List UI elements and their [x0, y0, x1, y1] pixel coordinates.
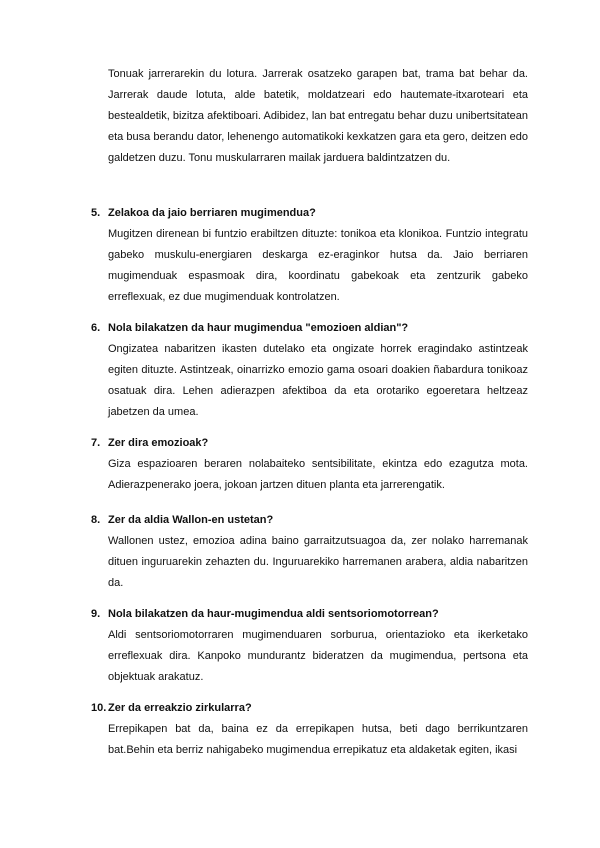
- question-heading: [91, 510, 528, 531]
- question-heading: [91, 318, 528, 339]
- intro-paragraph: Tonuak jarrerarekin du lotura. Jarrerak osatzeko garapen bat, trama bat behar da. Jarrerak daude lotuta, alde batetik, moldatzeari edo hautemate-itxaroteari eta bestealdetik, bizitza afektiboari. Adibidez, lan bat entregatu behar duzu unibertsitatean eta busa berandu dator, lehenengo automatikoki kexkatzen gara eta gero, deitzen edo galdetzen duzu. Tonu muskularraren mailak jarduera baldintzatzen du.: [108, 68, 528, 164]
- question-section-6: [91, 318, 528, 423]
- question-section-5: [91, 203, 528, 308]
- question-section-9: [91, 604, 528, 688]
- question-title: Nola bilakatzen da haur-mugimendua aldi sentsoriomotorrean?: [108, 608, 439, 620]
- question-section-7: [91, 433, 528, 496]
- question-number: 6.: [91, 322, 101, 334]
- question-answer: Wallonen ustez, emozioa adina baino garraitzutsuagoa da, zer nolako harremanak dituen inguruarekin zehazten du. Inguruarekiko harremanen arabera, aldia nabaritzen da.: [108, 535, 528, 589]
- question-title: Zer dira emozioak?: [108, 437, 209, 449]
- question-heading: [91, 698, 528, 719]
- question-number: 7.: [91, 437, 101, 449]
- question-title: Zer da aldia Wallon-en ustetan?: [108, 514, 274, 526]
- question-answer: Aldi sentsoriomotorraren mugimenduaren sorburua, orientazioko eta ikerketako erreflexuak dira. Kanpoko mundurantz bideratzen da mugimendua, pertsona eta objektuak arakatuz.: [108, 629, 528, 683]
- intro-paragraph-block: [108, 64, 528, 169]
- question-answer: Giza espazioaren beraren nolabaiteko sentsibilitate, ekintza edo ezagutza mota. Adierazpenerako joera, jokoan jartzen dituen planta eta jarrerengatik.: [108, 458, 528, 491]
- question-answer: Mugitzen direnean bi funtzio erabiltzen dituzte: tonikoa eta klonikoa. Funtzio integratu gabeko muskulu-energiaren deskarga ez-eraginkor hutsa da. Jaio berriaren mugimenduak espasmoak dira, koordinatu gabekoak eta zentzurik gabeko erreflexuak, ez due mugimenduak kontrolatzen.: [108, 228, 528, 303]
- question-number: 5.: [91, 207, 101, 219]
- question-heading: [91, 604, 528, 625]
- question-title: Zelakoa da jaio berriaren mugimendua?: [108, 207, 316, 219]
- question-number: 9.: [91, 608, 101, 620]
- question-section-10: [91, 698, 528, 761]
- question-section-8: [91, 510, 528, 594]
- question-title: Zer da erreakzio zirkularra?: [108, 702, 252, 714]
- question-heading: [91, 433, 528, 454]
- question-answer: Ongizatea nabaritzen ikasten dutelako eta ongizate horrek eragindako astintzeak egiten dituzte. Astintzeak, oinarrizko emozio gama osoari doakien ñabardura tonikoaz osatuak dira. Lehen adierazpen afektiboa da eta orotariko egoeretara heltzeaz jabetzen da umea.: [108, 343, 528, 418]
- question-number: 10.: [91, 702, 107, 714]
- question-heading: [91, 203, 528, 224]
- question-title: Nola bilakatzen da haur mugimendua "emozioen aldian"?: [108, 322, 409, 334]
- question-answer: Errepikapen bat da, baina ez da errepikapen hutsa, beti dago berrikuntzaren bat.Behin eta berriz nahigabeko mugimendua errepikatuz eta aldaketak egiten, ikasi: [108, 723, 528, 756]
- question-number: 8.: [91, 514, 101, 526]
